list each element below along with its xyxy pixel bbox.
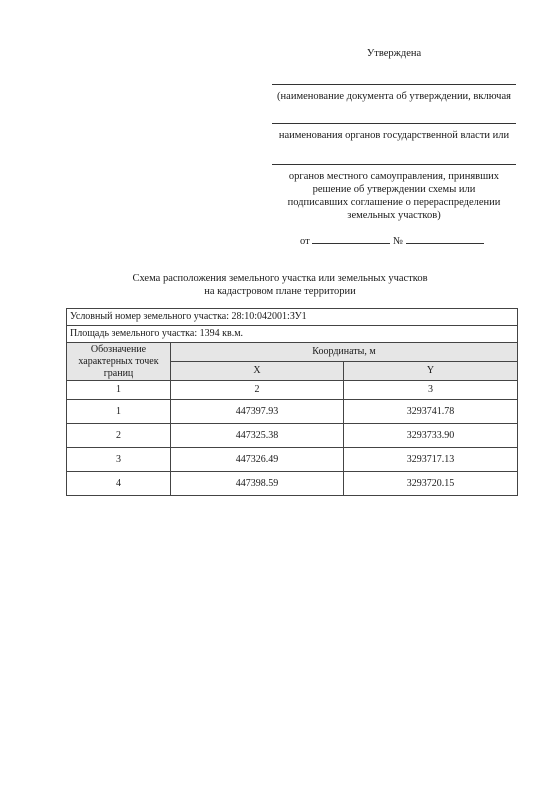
y-cell: 3293733.90 [344, 424, 518, 448]
y-cell: 3293741.78 [344, 400, 518, 424]
x-cell: 447397.93 [171, 400, 344, 424]
approval-title: Утверждена [366, 48, 422, 59]
scheme-title [90, 272, 470, 298]
approval-rule-1 [272, 84, 516, 85]
table-row [67, 448, 518, 472]
date-blank [312, 233, 390, 244]
scheme-title-line1: Схема расположения земельного участка или земельных участков [132, 273, 428, 284]
y-cell: 3293717.13 [344, 448, 518, 472]
table-row [67, 400, 518, 424]
conditional-number-cell: Условный номер земельного участка: 28:10:042001:ЗУ1 [67, 309, 518, 326]
approval-date-line [300, 233, 500, 247]
column-number-cell: 1 [67, 381, 171, 400]
number-prefix: № [392, 236, 403, 247]
column-number-cell: 2 [171, 381, 344, 400]
point-cell: 1 [67, 400, 171, 424]
table-row [67, 424, 518, 448]
scheme-title-line2: на кадастровом плане территории [204, 286, 356, 297]
approval-note-1: (наименование документа об утверждении, включая [277, 91, 511, 102]
number-blank [406, 233, 484, 244]
coordinates-header: Координаты, м [171, 343, 518, 362]
date-prefix: от [300, 236, 310, 247]
y-header: Y [344, 362, 518, 381]
point-designation-header: Обозначение характерных точек границ [67, 343, 171, 381]
y-cell: 3293720.15 [344, 472, 518, 496]
point-cell: 4 [67, 472, 171, 496]
area-cell: Площадь земельного участка: 1394 кв.м. [67, 326, 518, 343]
coordinates-table [66, 308, 518, 496]
approval-rule-2 [272, 123, 516, 124]
table-row [67, 472, 518, 496]
point-cell: 3 [67, 448, 171, 472]
column-number-cell: 3 [344, 381, 518, 400]
approval-note-3: органов местного самоуправления, принявших решение об утверждении схемы или подписавших соглашение о перераспределении земельных участков) [287, 171, 501, 221]
column-number-row [67, 381, 518, 400]
approval-rule-3 [272, 164, 516, 165]
x-cell: 447398.59 [171, 472, 344, 496]
x-header: X [171, 362, 344, 381]
approval-note-2: наименования органов государственной власти или [278, 130, 510, 141]
x-cell: 447325.38 [171, 424, 344, 448]
x-cell: 447326.49 [171, 448, 344, 472]
point-cell: 2 [67, 424, 171, 448]
